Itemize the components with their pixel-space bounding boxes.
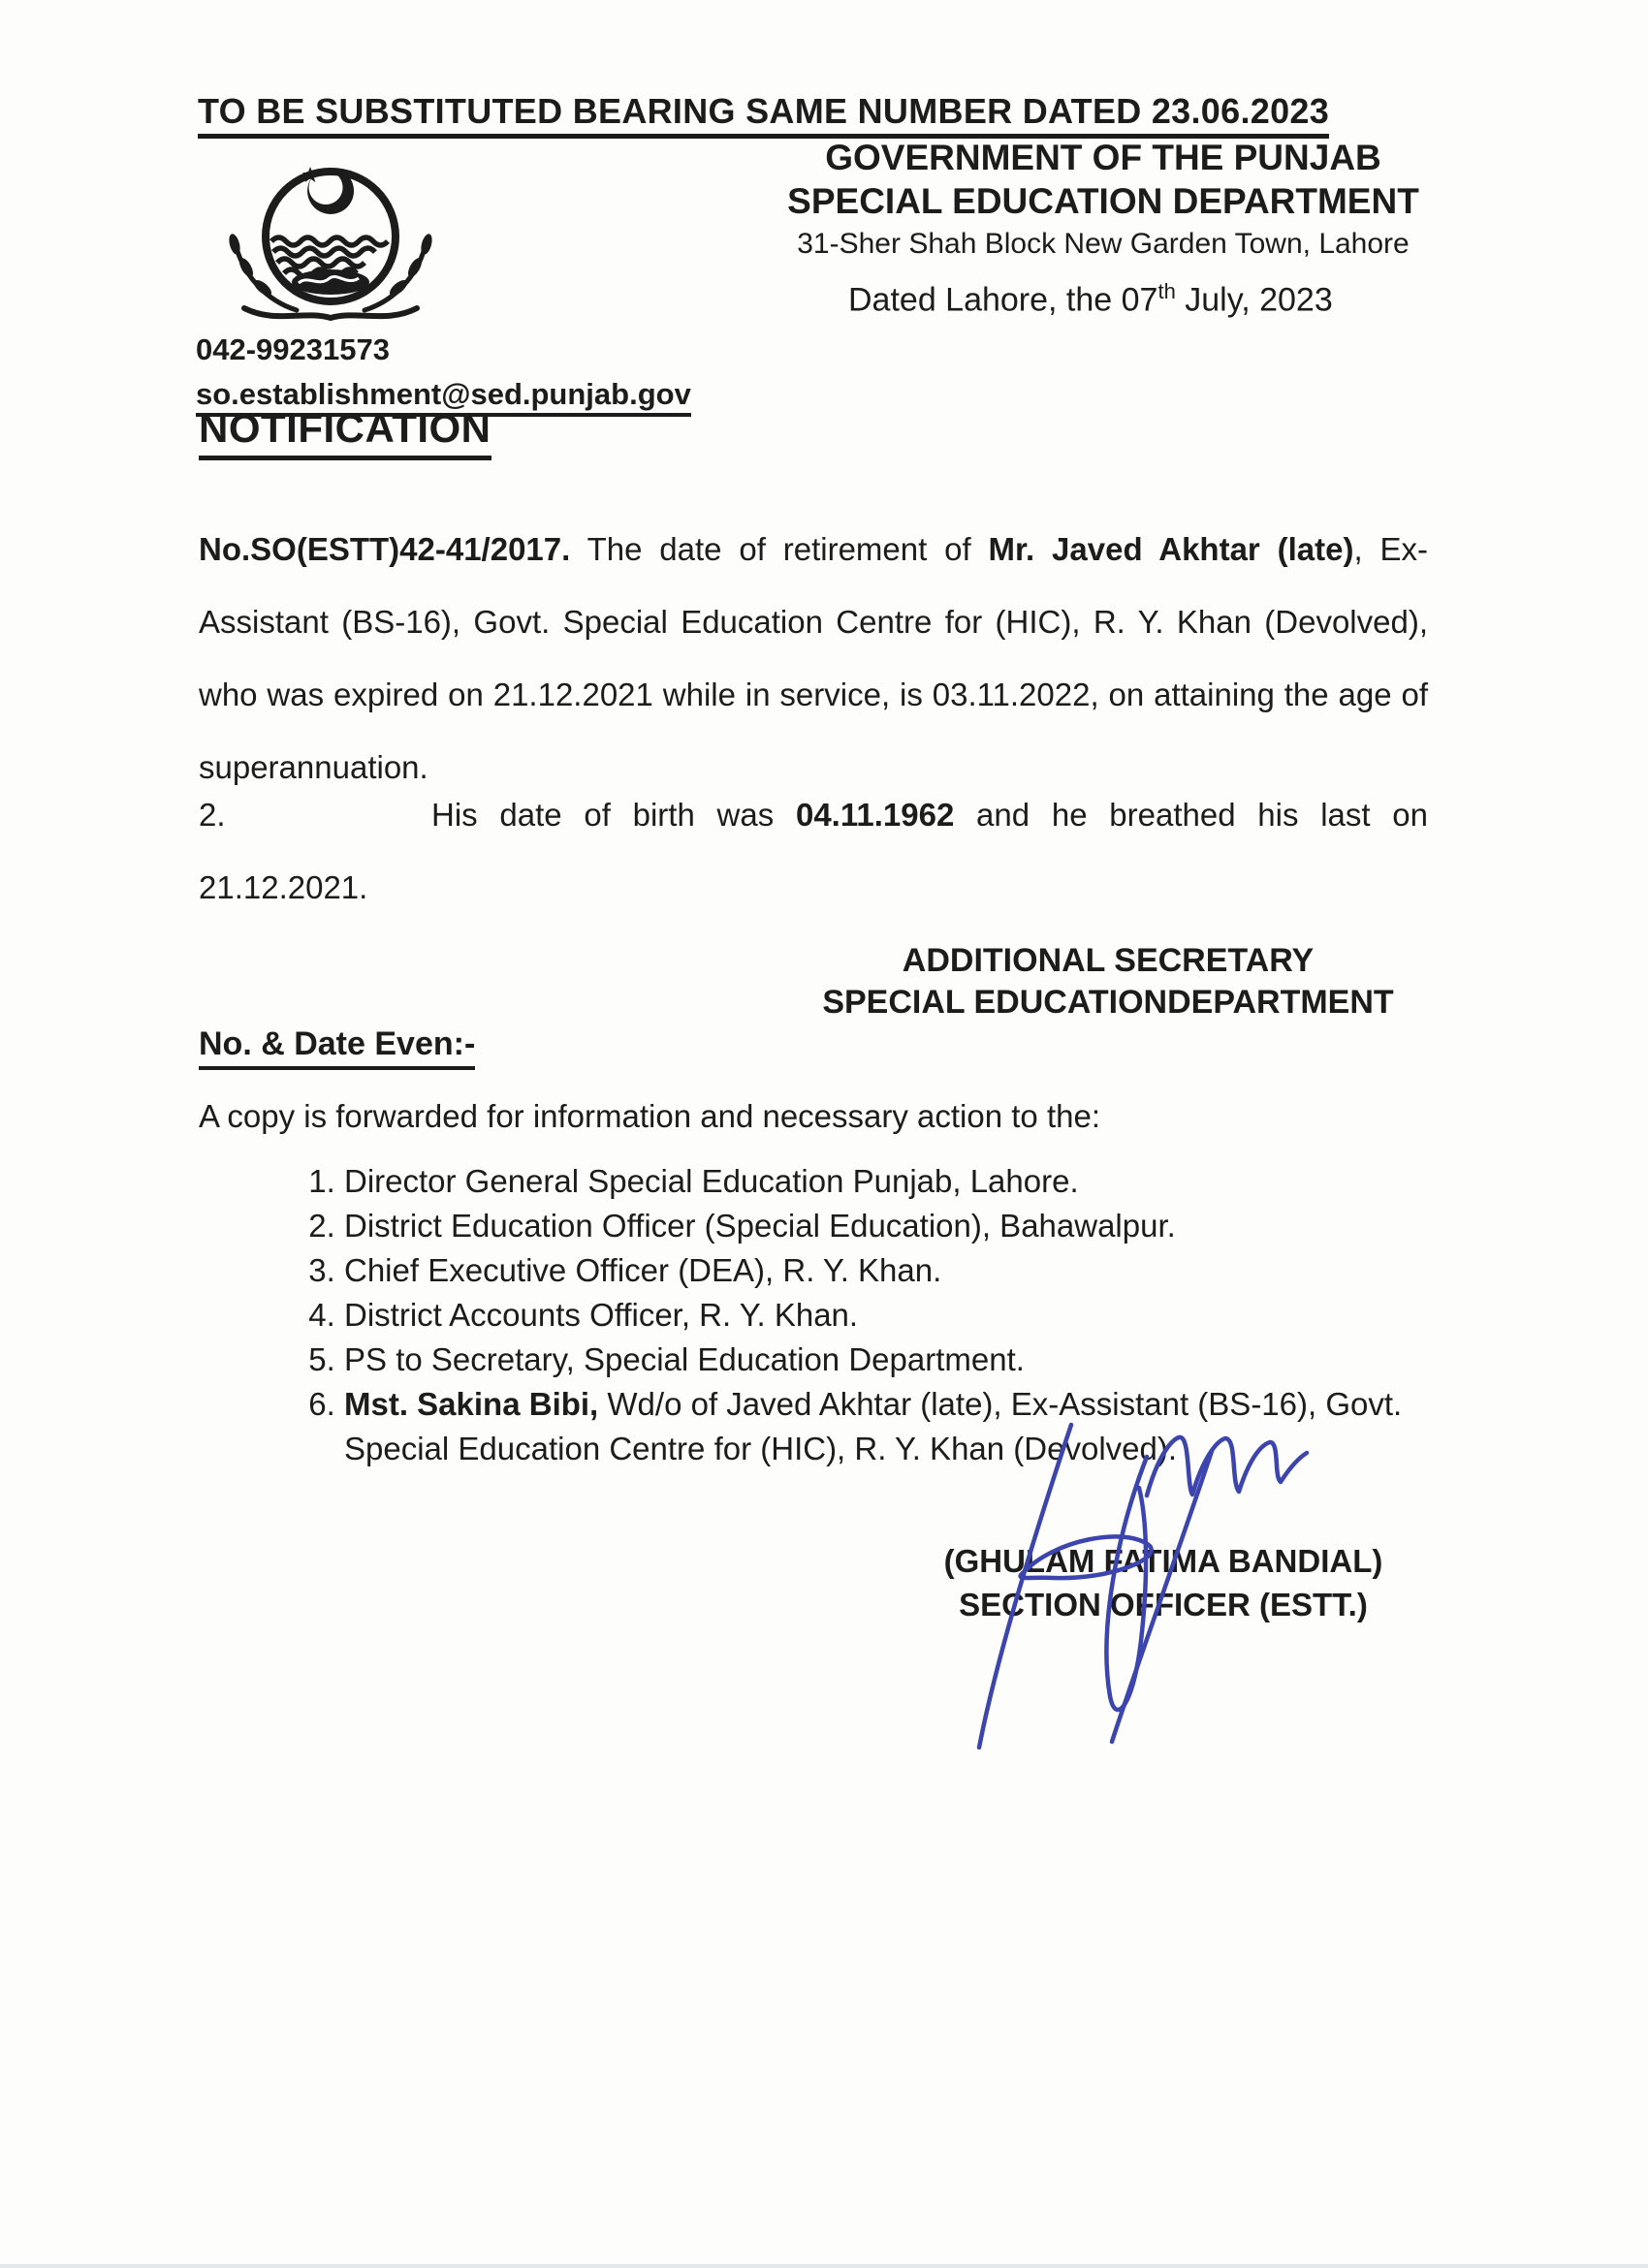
distribution-item [344, 1204, 1430, 1248]
distribution-item [344, 1248, 1430, 1293]
text-segment: Wd/o of Javed Akhtar (late), Ex-Assistant (BS-16), Govt. Special Education Centre for (HIC), R. Y. Khan (Devolved). [344, 1386, 1403, 1466]
department-title: SPECIAL EDUCATION DEPARTMENT [787, 181, 1419, 221]
calligraphy-cartouche [292, 269, 369, 295]
department-address: 31-Sher Shah Block New Garden Town, Lahore [797, 228, 1410, 260]
date-line [848, 279, 1333, 319]
notification-heading [199, 405, 491, 452]
text-segment: Mst. Sakina Bibi, [344, 1386, 599, 1422]
text-segment: Director General Special Education Punjab, Lahore. [344, 1163, 1079, 1199]
text-segment: District Accounts Officer, R. Y. Khan. [344, 1297, 859, 1333]
signatory-name: (GHULAM FATIMA BANDIAL) [943, 1543, 1383, 1579]
scan-edge-artifact [0, 2264, 1648, 2268]
ribbon [244, 308, 417, 318]
distribution-item [344, 1382, 1430, 1471]
signatory-title: SECTION OFFICER (ESTT.) [959, 1587, 1368, 1622]
text-segment: PS to Secretary, Special Education Department. [344, 1341, 1025, 1377]
government-title: GOVERNMENT OF THE PUNJAB [825, 138, 1381, 177]
contact-block [196, 328, 691, 417]
text-segment: 04.11.1962 [795, 797, 955, 833]
text-segment: His date of birth was [431, 797, 796, 833]
paragraph-2-number: 2. [199, 797, 226, 833]
signatory-block [902, 1539, 1425, 1626]
date-ordinal: th [1157, 279, 1176, 303]
distribution-item [344, 1293, 1430, 1338]
phone-number: 042-99231573 [196, 332, 390, 366]
signoff-title-line1: ADDITIONAL SECRETARY [902, 942, 1315, 979]
email-address: so.establishment@sed.punjab.gov [196, 377, 691, 417]
signoff-title-line2: SPECIAL EDUCATIONDEPARTMENT [822, 984, 1394, 1021]
text-segment: Chief Executive Officer (DEA), R. Y. Khan. [344, 1252, 942, 1288]
date-prefix: Dated Lahore, the 07 [848, 281, 1158, 319]
copy-forwarded-line: A copy is forwarded for information and necessary action to the: [199, 1098, 1100, 1134]
punjab-government-emblem-icon [202, 143, 465, 335]
notification-heading-text: NOTIFICATION [199, 405, 491, 460]
paragraph-2 [199, 778, 1428, 924]
distribution-heading-text: No. & Date Even:- [199, 1025, 475, 1070]
distribution-item [344, 1338, 1430, 1382]
paragraph-1 [199, 513, 1428, 803]
text-segment: Mr. Javed Akhtar (late) [988, 531, 1354, 567]
distribution-items [199, 1159, 1430, 1471]
text-segment: District Education Officer (Special Education), Bahawalpur. [344, 1208, 1176, 1244]
distribution-item [344, 1159, 1430, 1204]
text-segment: and he breathed his last on 21.12.2021. [199, 797, 1428, 905]
signoff-block [793, 940, 1423, 1024]
text-segment: , Ex-Assistant (BS-16), Govt. Special Education Centre for (HIC), R. Y. Khan (Devolved), who was expired on 21.12.2021 while in service, is 03.11.2022, on attaining the age of superannuation. [199, 531, 1428, 785]
substitution-note [150, 91, 1377, 132]
distribution-list [199, 1159, 1430, 1471]
distribution-heading [199, 1025, 475, 1063]
text-segment: No.SO(ESTT)42-41/2017. [199, 531, 571, 567]
date-suffix: July, 2023 [1175, 281, 1333, 319]
substitution-note-text: TO BE SUBSTITUTED BEARING SAME NUMBER DATED 23.06.2023 [198, 91, 1329, 139]
text-segment: The date of retirement of [570, 531, 989, 567]
letterhead [783, 136, 1423, 263]
